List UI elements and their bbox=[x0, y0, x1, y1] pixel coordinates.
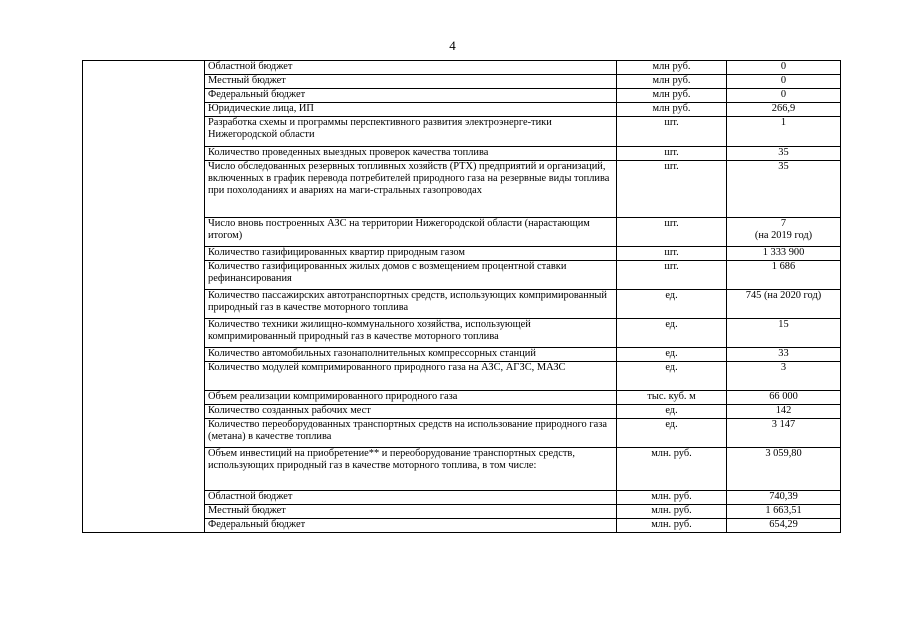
indicator-name: Количество созданных рабочих мест bbox=[205, 405, 617, 419]
value-cell bbox=[727, 218, 841, 247]
indicator-name: Разработка схемы и программы перспективного развития электроэнерге-тики Нижегородской области bbox=[205, 117, 617, 147]
indicator-name: Число обследованных резервных топливных хозяйств (РТХ) предприятий и организаций, включенных в график перевода потребителей природного газа на резервные виды топлива при похолоданиях и авариях на маги-стральных газопроводах bbox=[205, 161, 617, 218]
unit-cell: млн. руб. bbox=[617, 505, 727, 519]
unit-cell: тыс. куб. м bbox=[617, 391, 727, 405]
unit-cell: шт. bbox=[617, 247, 727, 261]
indicator-name: Областной бюджет bbox=[205, 491, 617, 505]
value-cell: 1 333 900 bbox=[727, 247, 841, 261]
first-column-cell bbox=[83, 61, 205, 533]
unit-cell: ед. bbox=[617, 290, 727, 319]
indicator-name: Областной бюджет bbox=[205, 61, 617, 75]
indicator-name: Федеральный бюджет bbox=[205, 519, 617, 533]
unit-cell: ед. bbox=[617, 319, 727, 348]
indicator-name: Количество переоборудованных транспортных средств на использование природного газа (метана) в качестве топлива bbox=[205, 419, 617, 448]
value-cell: 0 bbox=[727, 61, 841, 75]
indicator-name: Количество проведенных выездных проверок качества топлива bbox=[205, 147, 617, 161]
indicator-name: Федеральный бюджет bbox=[205, 89, 617, 103]
unit-cell: ед. bbox=[617, 362, 727, 391]
page-number: 4 bbox=[449, 38, 456, 53]
value-cell: 3 bbox=[727, 362, 841, 391]
indicator-name: Объем инвестиций на приобретение** и переоборудование транспортных средств, использующих природный газ в качестве моторного топлива, в том числе: bbox=[205, 448, 617, 491]
indicator-name: Количество газифицированных жилых домов с возмещением процентной ставки рефинансирования bbox=[205, 261, 617, 290]
indicator-name: Количество техники жилищно-коммунального хозяйства, использующей компримированный природный газ в качестве моторного топлива bbox=[205, 319, 617, 348]
value-cell: 740,39 bbox=[727, 491, 841, 505]
unit-cell: млн. руб. bbox=[617, 491, 727, 505]
value-cell: 35 bbox=[727, 147, 841, 161]
unit-cell: шт. bbox=[617, 147, 727, 161]
indicator-name: Количество автомобильных газонаполнительных компрессорных станций bbox=[205, 348, 617, 362]
value-note: (на 2019 год) bbox=[754, 230, 813, 241]
value-cell: 35 bbox=[727, 161, 841, 218]
value-cell: 66 000 bbox=[727, 391, 841, 405]
value-cell: 1 bbox=[727, 117, 841, 147]
value-cell: 33 bbox=[727, 348, 841, 362]
unit-cell: шт. bbox=[617, 161, 727, 218]
indicator-name: Объем реализации компримированного природного газа bbox=[205, 391, 617, 405]
indicator-name: Число вновь построенных АЗС на территории Нижегородской области (нарастающим итогом) bbox=[205, 218, 617, 247]
indicator-name: Количество пассажирских автотранспортных средств, использующих компримированный природный газ в качестве моторного топлива bbox=[205, 290, 617, 319]
unit-cell: млн руб. bbox=[617, 103, 727, 117]
table-row bbox=[83, 61, 841, 75]
unit-cell: млн руб. bbox=[617, 89, 727, 103]
indicator-name: Местный бюджет bbox=[205, 75, 617, 89]
value-cell: 266,9 bbox=[727, 103, 841, 117]
value-cell: 3 059,80 bbox=[727, 448, 841, 491]
value-main: 7 bbox=[780, 218, 787, 229]
unit-cell: шт. bbox=[617, 117, 727, 147]
indicators-table bbox=[82, 60, 841, 533]
value-cell: 1 686 bbox=[727, 261, 841, 290]
unit-cell: млн руб. bbox=[617, 75, 727, 89]
indicator-name: Юридические лица, ИП bbox=[205, 103, 617, 117]
value-cell: 745 (на 2020 год) bbox=[727, 290, 841, 319]
value-cell: 142 bbox=[727, 405, 841, 419]
value-cell: 654,29 bbox=[727, 519, 841, 533]
value-cell: 15 bbox=[727, 319, 841, 348]
value-cell: 1 663,51 bbox=[727, 505, 841, 519]
indicator-name: Количество модулей компримированного природного газа на АЗС, АГЗС, МАЗС bbox=[205, 362, 617, 391]
unit-cell: шт. bbox=[617, 218, 727, 247]
unit-cell: ед. bbox=[617, 348, 727, 362]
value-cell: 0 bbox=[727, 89, 841, 103]
unit-cell: ед. bbox=[617, 405, 727, 419]
indicator-name: Количество газифицированных квартир природным газом bbox=[205, 247, 617, 261]
unit-cell: млн. руб. bbox=[617, 448, 727, 491]
indicator-name: Местный бюджет bbox=[205, 505, 617, 519]
value-cell: 3 147 bbox=[727, 419, 841, 448]
unit-cell: млн руб. bbox=[617, 61, 727, 75]
unit-cell: млн. руб. bbox=[617, 519, 727, 533]
unit-cell: шт. bbox=[617, 261, 727, 290]
unit-cell: ед. bbox=[617, 419, 727, 448]
value-cell: 0 bbox=[727, 75, 841, 89]
